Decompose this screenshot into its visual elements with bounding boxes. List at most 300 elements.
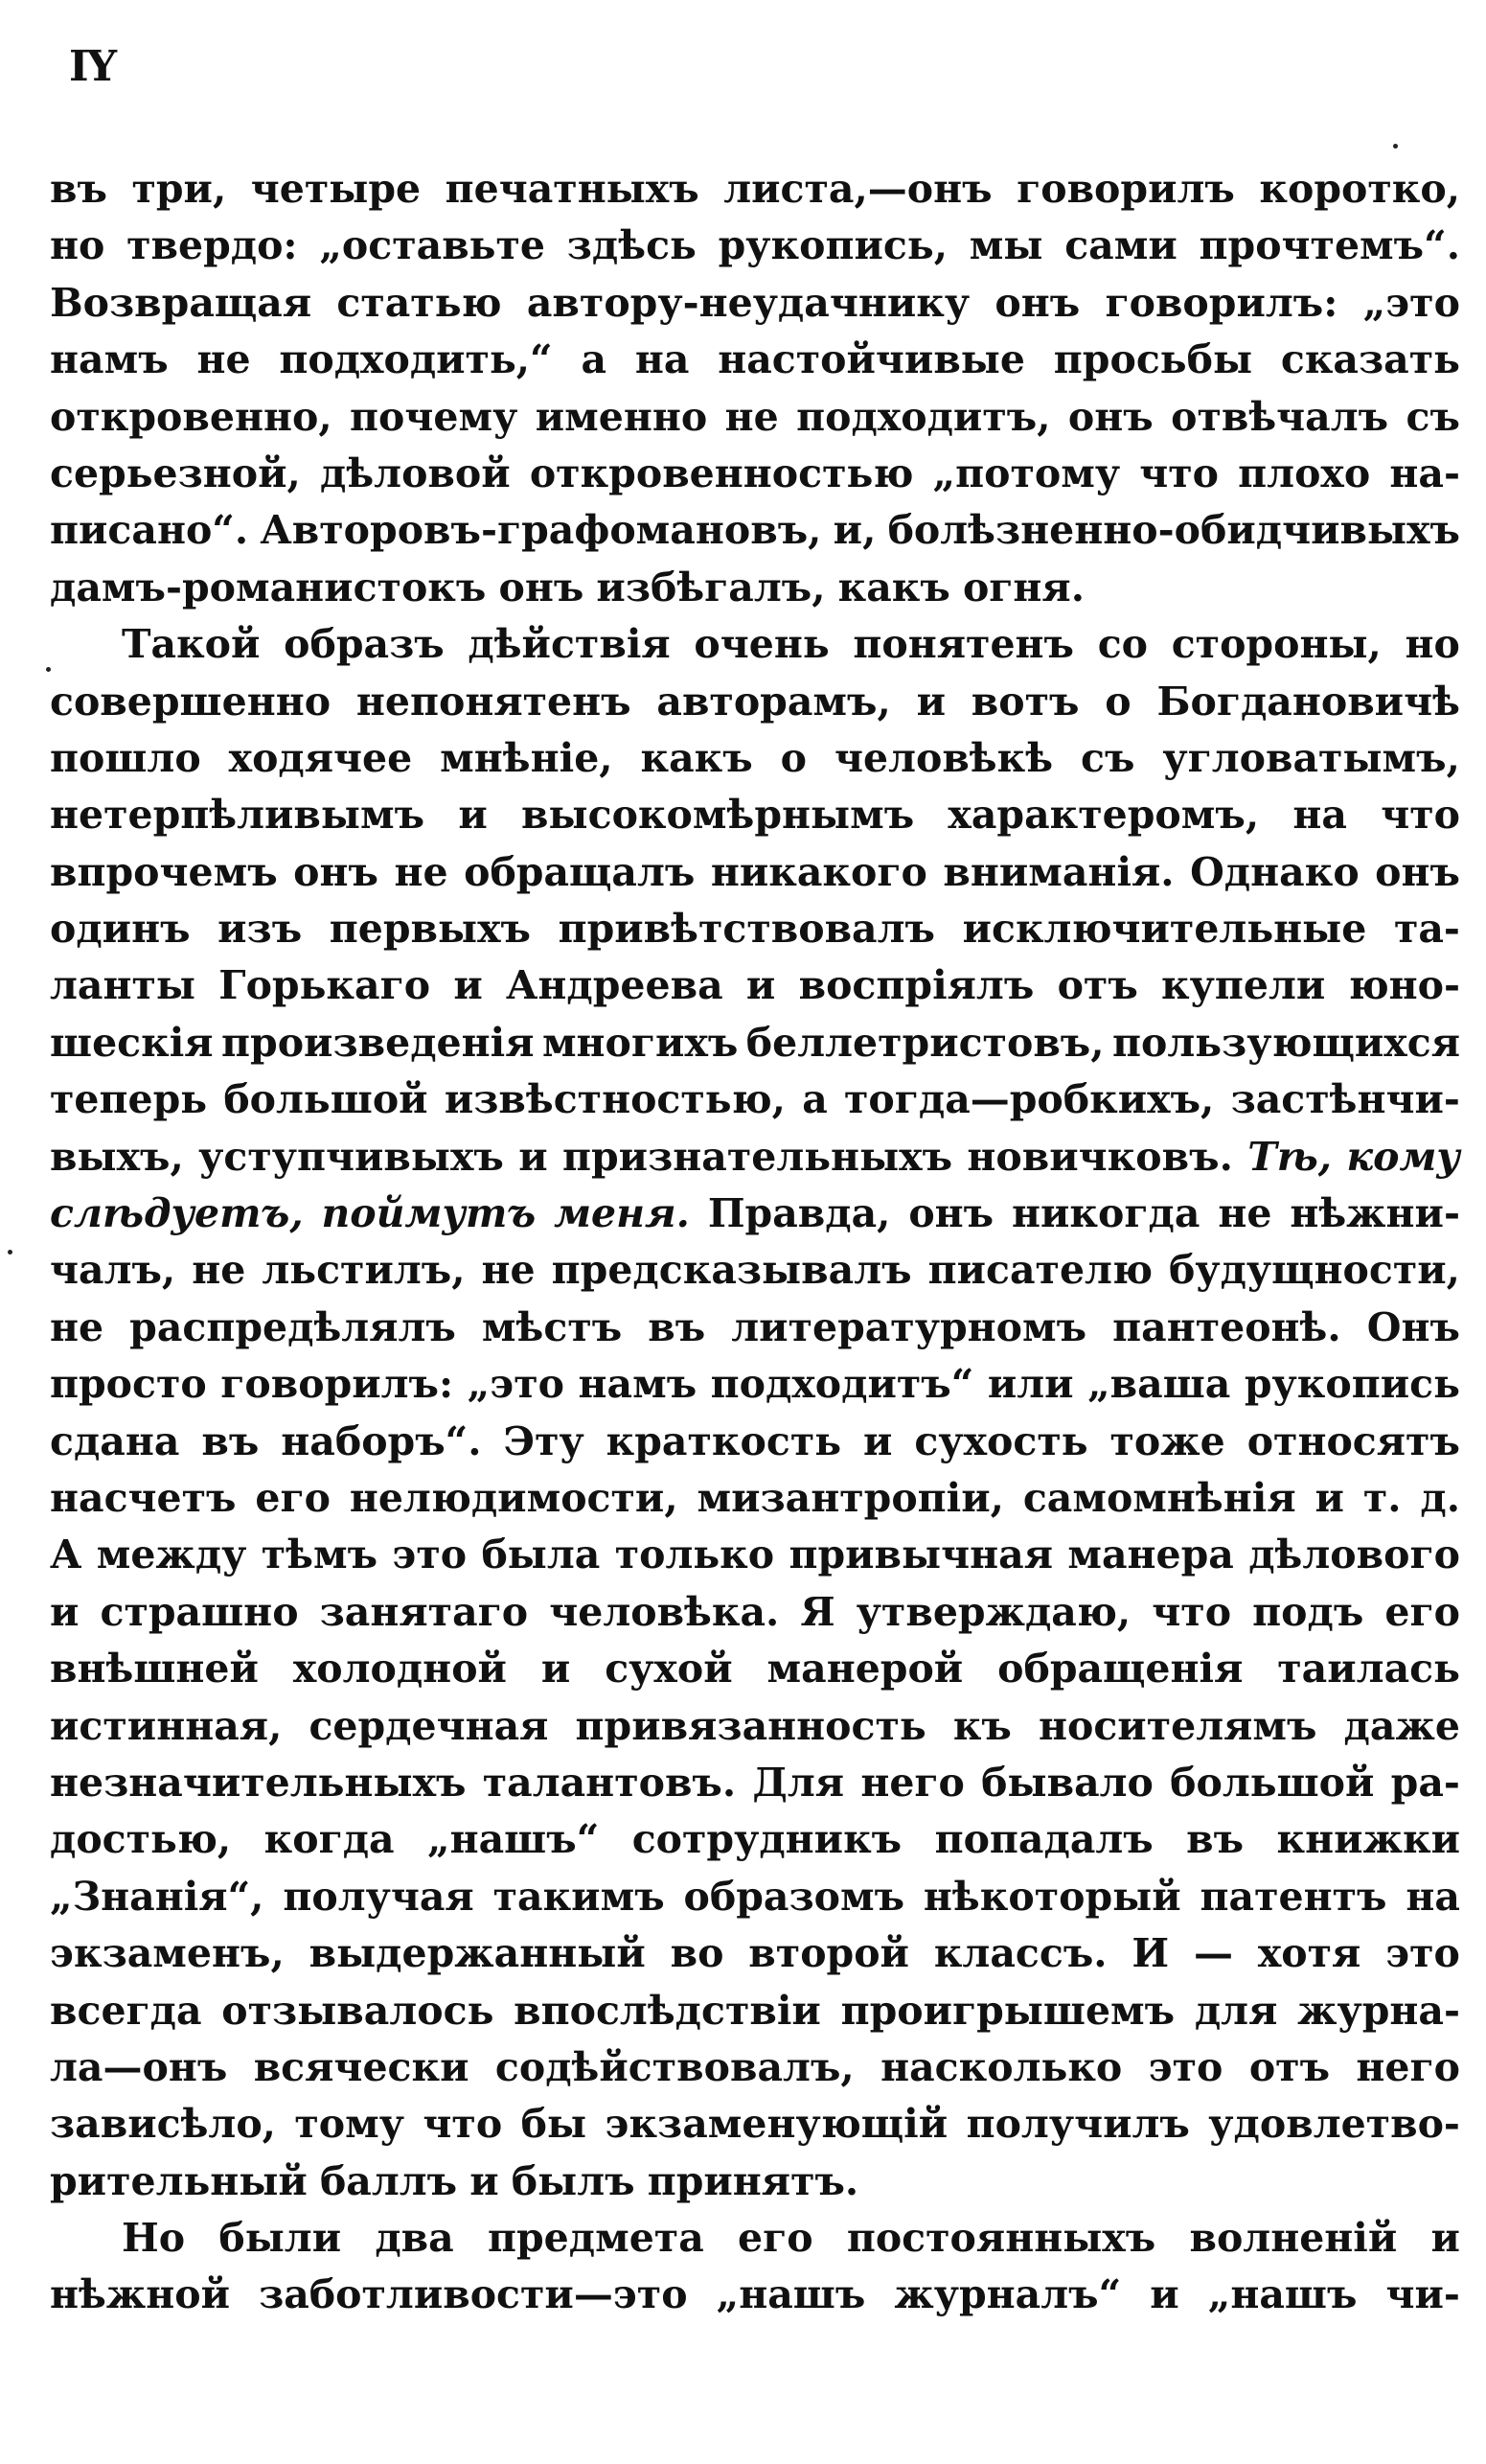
word: ланты	[50, 962, 195, 1009]
word: бы	[520, 2101, 587, 2148]
word: совершенно	[50, 678, 331, 725]
word: это	[1148, 2043, 1223, 2090]
word: большой	[1170, 1759, 1375, 1806]
word: пользующихся	[1111, 1019, 1460, 1066]
word: онъ	[994, 279, 1081, 326]
text-line	[50, 1527, 1460, 1583]
word: и	[1150, 2271, 1179, 2318]
word: не	[394, 848, 448, 895]
word: онъ	[498, 564, 584, 610]
word: избѣгалъ,	[596, 564, 826, 610]
word: отъ	[1248, 2043, 1331, 2090]
word: но	[50, 222, 105, 269]
word: къ	[952, 1702, 1012, 1749]
word: не	[196, 336, 251, 383]
word: или	[987, 1361, 1074, 1408]
word: мѣстъ	[481, 1303, 623, 1350]
word: и	[745, 962, 776, 1009]
word: нѣжной	[50, 2271, 231, 2318]
word: сдана	[50, 1417, 180, 1464]
word: Такой	[122, 621, 261, 668]
word: и	[1430, 2215, 1460, 2262]
word: о	[780, 734, 808, 781]
word: постоянныхъ	[846, 2215, 1156, 2262]
word: и	[453, 962, 483, 1009]
word: былъ	[511, 2157, 635, 2204]
word: листа,—онъ	[723, 166, 993, 212]
text-line	[50, 502, 1460, 559]
ink-speck	[8, 1250, 12, 1255]
word: здѣсь	[566, 222, 697, 269]
word: между	[96, 1531, 247, 1578]
word: внѣшней	[50, 1646, 259, 1693]
word: чалъ,	[50, 1247, 176, 1294]
word: исключительные	[962, 906, 1367, 953]
word: д.	[1420, 1474, 1460, 1521]
word: та-	[1393, 906, 1460, 953]
word: воспріялъ	[798, 962, 1035, 1009]
word: Эту	[503, 1417, 584, 1464]
italic-word: поймутъ	[321, 1190, 537, 1237]
word: произведенія	[221, 1019, 535, 1066]
word: будущности,	[1169, 1247, 1460, 1294]
word: никогда	[1012, 1190, 1200, 1237]
word: принятъ.	[647, 2157, 859, 2204]
word: никакого	[710, 848, 927, 895]
text-line	[50, 1242, 1460, 1299]
text-line	[50, 787, 1460, 843]
text-line	[50, 1015, 1460, 1071]
word: —	[1194, 1930, 1233, 1977]
word: Я	[800, 1588, 835, 1635]
word: намъ	[50, 336, 169, 383]
text-line	[50, 2210, 1460, 2267]
word: что	[1139, 449, 1220, 496]
word: сказать	[1280, 336, 1460, 383]
word: И	[1132, 1930, 1170, 1977]
word: мы	[969, 222, 1043, 269]
text-line	[50, 2153, 1460, 2210]
word: и	[469, 2157, 499, 2204]
word: выдержанный	[309, 1930, 646, 1977]
text-line	[50, 1186, 1460, 1242]
word: на	[1406, 1873, 1460, 1920]
text-line	[50, 1755, 1460, 1811]
word: съ	[1081, 734, 1135, 781]
word: сухость	[914, 1417, 1088, 1464]
word: носителямъ	[1038, 1702, 1317, 1749]
word: зависѣло,	[50, 2101, 276, 2148]
word: „ваша	[1087, 1361, 1231, 1408]
word: Для	[752, 1759, 845, 1806]
word: что	[423, 2101, 503, 2148]
word: краткость	[606, 1417, 842, 1464]
word: впрочемъ	[50, 848, 278, 895]
text-line	[50, 218, 1460, 274]
word: а	[581, 336, 607, 383]
text-line	[50, 1414, 1460, 1470]
word: „потому	[932, 449, 1121, 496]
word: нетерпѣливымъ	[50, 792, 425, 839]
word: юно-	[1348, 962, 1460, 1009]
italic-word: меня.	[554, 1190, 690, 1237]
word: непонятенъ	[355, 678, 631, 725]
word: онъ	[1067, 393, 1154, 440]
text-line	[50, 957, 1460, 1014]
word: ра-	[1390, 1759, 1460, 1806]
word: и	[50, 1588, 80, 1635]
word: тогда—робкихъ,	[844, 1076, 1215, 1123]
word: истинная,	[50, 1702, 283, 1749]
word: и	[518, 1133, 548, 1180]
word: просьбы	[1053, 336, 1253, 383]
word: Богдановичѣ	[1156, 678, 1460, 725]
word: просто	[50, 1361, 207, 1408]
word: его	[1384, 1588, 1460, 1635]
word: беллетристовъ,	[745, 1019, 1105, 1066]
word: Но	[122, 2215, 186, 2262]
text-line	[50, 1356, 1460, 1413]
word: баллъ	[319, 2157, 458, 2204]
page-number: IY	[69, 42, 115, 91]
word: четыре	[250, 166, 422, 212]
word: человѣкѣ	[834, 734, 1054, 781]
word: писателю	[927, 1247, 1153, 1294]
word: плохо	[1238, 449, 1371, 496]
word: но	[1405, 621, 1460, 668]
word: рукопись	[1244, 1361, 1460, 1408]
word: это	[1385, 1930, 1460, 1977]
word: предсказывалъ	[551, 1247, 912, 1294]
word: рукопись,	[718, 222, 948, 269]
word: что	[1381, 792, 1460, 839]
italic-word: кому	[1346, 1133, 1460, 1180]
word: понятенъ	[853, 621, 1074, 668]
word: онъ	[1375, 848, 1460, 895]
word: серьезной,	[50, 449, 301, 496]
word: „это	[1362, 279, 1460, 326]
word: не	[724, 393, 779, 440]
word: онъ	[293, 848, 378, 895]
word: Правда,	[707, 1190, 891, 1237]
word: талантовъ.	[482, 1759, 737, 1806]
word: со	[1097, 621, 1149, 668]
word: получилъ	[966, 2101, 1190, 2148]
word: болѣзненно-обидчивыхъ	[887, 507, 1460, 554]
word: незначительныхъ	[50, 1759, 467, 1806]
ink-speck	[46, 667, 51, 672]
word: были	[218, 2215, 342, 2262]
word: дѣловой	[320, 449, 511, 496]
word: въ	[50, 166, 107, 212]
ink-speck	[1393, 144, 1398, 149]
word: характеромъ,	[948, 792, 1260, 839]
word: это	[392, 1531, 468, 1578]
word: а	[802, 1076, 828, 1123]
word: ходячее	[228, 734, 413, 781]
text-line	[50, 2096, 1460, 2153]
word: сотрудникъ	[631, 1816, 903, 1863]
text-line	[50, 1925, 1460, 1982]
word: автору-неудачнику	[526, 279, 971, 326]
word: его	[738, 2215, 813, 2262]
word: печатныхъ	[445, 166, 699, 212]
word: сухой	[605, 1646, 733, 1693]
word: и	[540, 1646, 571, 1693]
word: въ	[1186, 1816, 1245, 1863]
word: „оставьте	[319, 222, 545, 269]
word: „нашъ	[716, 2271, 866, 2318]
word: два	[375, 2215, 454, 2262]
word: намъ	[578, 1361, 697, 1408]
word: огня.	[962, 564, 1085, 610]
text-line	[50, 730, 1460, 787]
word: классъ.	[933, 1930, 1108, 1977]
word: стороны,	[1171, 621, 1382, 668]
word: откровенностью	[529, 449, 914, 496]
word: А	[50, 1531, 82, 1578]
word: насколько	[880, 2043, 1123, 2090]
word: многихъ	[541, 1019, 739, 1066]
word: тоже	[1109, 1417, 1225, 1464]
word: какъ	[640, 734, 753, 781]
word: на	[634, 336, 690, 383]
word: холодной	[292, 1646, 507, 1693]
word: и	[916, 678, 946, 725]
word: на	[1292, 792, 1347, 839]
word: угловатымъ,	[1162, 734, 1460, 781]
text-line	[50, 844, 1460, 901]
word: дѣйствія	[468, 621, 671, 668]
text-line	[50, 2267, 1460, 2323]
word: три,	[131, 166, 227, 212]
word: не	[481, 1247, 536, 1294]
word: заботливости—это	[259, 2271, 688, 2318]
word: и	[458, 792, 488, 839]
word: утверждаю,	[856, 1588, 1132, 1635]
word: сами	[1064, 222, 1177, 269]
word: чи-	[1385, 2271, 1460, 2318]
word: высокомѣрнымъ	[521, 792, 915, 839]
word: образъ	[284, 621, 445, 668]
word: подходить,“	[279, 336, 553, 383]
word: мизантропіи,	[697, 1474, 1004, 1521]
word: образомъ	[683, 1873, 905, 1920]
text-line	[50, 389, 1460, 446]
word: первыхъ	[329, 906, 531, 953]
word: Возвращая	[50, 279, 312, 326]
word: экзаменующій	[605, 2101, 949, 2148]
word: выхъ,	[50, 1133, 184, 1180]
text-line	[50, 616, 1460, 673]
text-line	[50, 1300, 1460, 1356]
word: статью	[336, 279, 502, 326]
word: купели	[1161, 962, 1326, 1009]
word: журна-	[1297, 1987, 1460, 2034]
word: „Знанія“,	[50, 1873, 264, 1920]
word: очень	[694, 621, 830, 668]
word: предмета	[488, 2215, 704, 2262]
word: тому	[294, 2101, 404, 2148]
word: Горькаго	[218, 962, 431, 1009]
word: въ	[648, 1303, 706, 1350]
italic-word: слѣдуетъ,	[50, 1190, 304, 1237]
word: проигрышемъ	[840, 1987, 1176, 2034]
word: когда	[263, 1816, 395, 1863]
text-line	[50, 1071, 1460, 1128]
word: мнѣніе,	[440, 734, 613, 781]
word: на-	[1389, 449, 1460, 496]
word: признательныхъ	[562, 1133, 953, 1180]
word: волненій	[1189, 2215, 1398, 2262]
word: одинъ	[50, 906, 191, 953]
text-line	[50, 1869, 1460, 1925]
word: занятаго	[319, 1588, 529, 1635]
word: пошло	[50, 734, 201, 781]
word: него	[1356, 2043, 1460, 2090]
text-line	[50, 1811, 1460, 1868]
word: сердечная	[309, 1702, 549, 1749]
word: привычная	[789, 1531, 1054, 1578]
word: вотъ	[971, 678, 1080, 725]
word: страшно	[100, 1588, 299, 1635]
word: получая	[283, 1873, 474, 1920]
word: книжки	[1276, 1816, 1460, 1863]
word: отъ	[1057, 962, 1138, 1009]
word: твердо:	[126, 222, 298, 269]
word: Однако	[1190, 848, 1360, 895]
word: Онъ	[1366, 1303, 1460, 1350]
word: уступчивыхъ	[198, 1133, 504, 1180]
word: нелюдимости,	[349, 1474, 678, 1521]
word: журналъ“	[894, 2271, 1122, 2318]
word: экзаменъ,	[50, 1930, 285, 1977]
word: подходитъ“	[710, 1361, 974, 1408]
word: всячески	[253, 2043, 469, 2090]
word: шескія	[50, 1019, 214, 1066]
word: съ	[1406, 393, 1460, 440]
word: хотя	[1257, 1930, 1361, 1977]
word: коротко,	[1259, 166, 1460, 212]
word: подъ	[1252, 1588, 1364, 1635]
word: обращалъ	[464, 848, 696, 895]
body-text	[50, 161, 1460, 2324]
word: теперь	[50, 1076, 208, 1123]
word: не	[192, 1247, 246, 1294]
word: какъ	[837, 564, 950, 610]
word: и	[863, 1417, 893, 1464]
word: таилась	[1277, 1646, 1460, 1693]
word: не	[1218, 1190, 1272, 1237]
word: бывало	[981, 1759, 1154, 1806]
word: удовлетво-	[1208, 2101, 1460, 2148]
word: онъ	[908, 1190, 994, 1237]
text-line	[50, 446, 1460, 502]
word: почему	[350, 393, 518, 440]
word: привязанность	[575, 1702, 926, 1749]
word: о	[1105, 678, 1132, 725]
word: говорилъ	[1017, 166, 1235, 212]
word: „нашъ“	[427, 1816, 600, 1863]
word: и	[1315, 1474, 1344, 1521]
text-line	[50, 332, 1460, 388]
word: льстилъ,	[262, 1247, 466, 1294]
word: авторамъ,	[656, 678, 891, 725]
word: отзывалось	[221, 1987, 494, 2034]
word: распредѣлялъ	[129, 1303, 456, 1350]
word: подходитъ,	[796, 393, 1051, 440]
word: содѣйствовалъ,	[494, 2043, 855, 2090]
word: всегда	[50, 1987, 202, 2034]
word: говорилъ:	[1105, 279, 1338, 326]
text-line	[50, 901, 1460, 957]
word: только	[614, 1531, 775, 1578]
word: для	[1194, 1987, 1278, 2034]
word: привѣтствовалъ	[558, 906, 935, 953]
word: него	[860, 1759, 965, 1806]
word: что	[1152, 1588, 1232, 1635]
word: попадалъ	[934, 1816, 1154, 1863]
word: впослѣдствіи	[514, 1987, 821, 2034]
word: второй	[748, 1930, 909, 1977]
word: манера	[1067, 1531, 1234, 1578]
word: человѣка.	[549, 1588, 780, 1635]
word: даже	[1343, 1702, 1460, 1749]
word: „это	[467, 1361, 564, 1408]
word: достью,	[50, 1816, 232, 1863]
text-line	[50, 161, 1460, 218]
word: откровенно,	[50, 393, 332, 440]
word: новичковъ.	[967, 1133, 1233, 1180]
word: обращенія	[997, 1646, 1244, 1693]
word: въ	[201, 1417, 260, 1464]
word: относятъ	[1246, 1417, 1460, 1464]
word: манерой	[766, 1646, 964, 1693]
word: была	[481, 1531, 601, 1578]
word: ла—онъ	[50, 2043, 228, 2090]
word: застѣнчи-	[1230, 1076, 1460, 1123]
italic-word: Тѣ,	[1247, 1133, 1333, 1180]
word: дѣлового	[1248, 1531, 1460, 1578]
text-line	[50, 2039, 1460, 2096]
text-line	[50, 1470, 1460, 1527]
word: насчетъ	[50, 1474, 237, 1521]
text-line	[50, 1698, 1460, 1755]
word: Авторовъ-графомановъ,	[260, 507, 822, 554]
text-line	[50, 560, 1460, 616]
word: дамъ-романистокъ	[50, 564, 487, 610]
word: патентъ	[1200, 1873, 1387, 1920]
word: самомнѣнія	[1022, 1474, 1296, 1521]
word: извѣстностью,	[444, 1076, 786, 1123]
word: тѣмъ	[261, 1531, 378, 1578]
text-line	[50, 674, 1460, 730]
word: наборъ“.	[281, 1417, 482, 1464]
word: прочтемъ“.	[1199, 222, 1460, 269]
word: изъ	[217, 906, 303, 953]
word: во	[670, 1930, 724, 1977]
word: такимъ	[492, 1873, 665, 1920]
word: нѣкоторый	[923, 1873, 1181, 1920]
text-line	[50, 1129, 1460, 1186]
word: Андреева	[506, 962, 723, 1009]
word: т.	[1362, 1474, 1402, 1521]
text-line	[50, 1983, 1460, 2039]
word: его	[255, 1474, 331, 1521]
text-line	[50, 1641, 1460, 1697]
word: нѣжни-	[1290, 1190, 1460, 1237]
word: и,	[833, 507, 877, 554]
